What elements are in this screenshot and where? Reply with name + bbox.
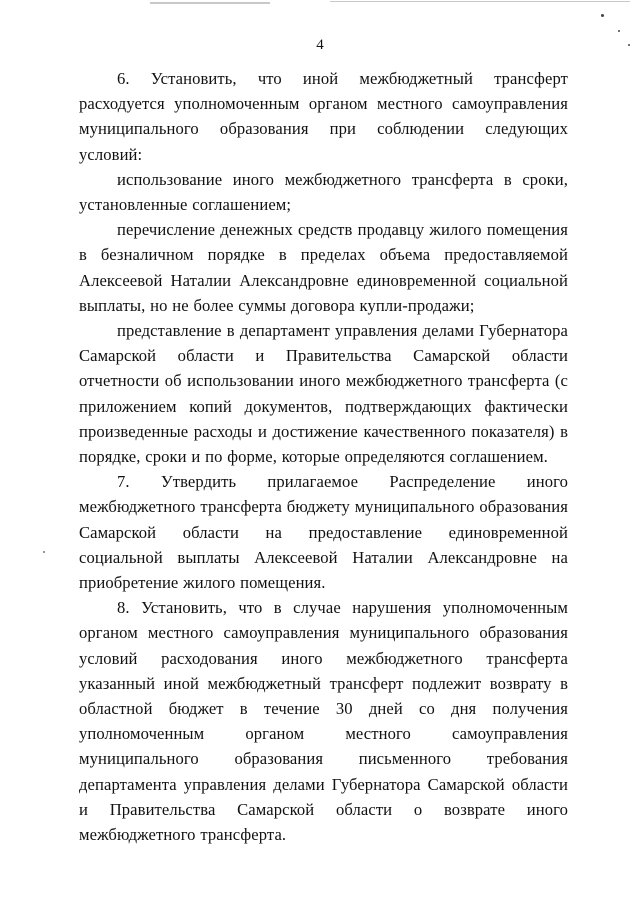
- scan-speck: [618, 30, 620, 32]
- paragraph-condition-reporting: представление в департамент управления делами Губернатора Самарской области и Правительства Самарской области отчетности об использовании иного межбюджетного трансферта (с приложением копий документов, подтверждающих фактически произведенные расходы и достижение качественного показателя) в порядке, сроки и по форме, которые определяются соглашением.: [79, 321, 568, 467]
- paragraph-6: 6. Установить, что иной межбюджетный трансферт расходуется уполномоченным органом местного самоуправления муниципального образования при соблюдении следующих условий:: [79, 69, 568, 164]
- page-number: 4: [316, 37, 324, 53]
- paragraph-condition-usage: использование иного межбюджетного трансферта в сроки, установленные соглашением;: [79, 169, 568, 215]
- scan-speck: [43, 551, 45, 553]
- scan-artifact-line: [150, 2, 270, 4]
- scan-artifact-line: [330, 1, 630, 2]
- scan-speck: [601, 14, 604, 17]
- document-body: [79, 66, 568, 847]
- paragraph-7: 7. Утвердить прилагаемое Распределение иного межбюджетного трансферта бюджету муниципального образования Самарской области на предоставление единовременной социальной выплаты Алексеевой Наталии Александровне на приобретение жилого помещения.: [79, 472, 568, 593]
- paragraph-condition-transfer: перечисление денежных средств продавцу жилого помещения в безналичном порядке в пределах объема предоставляемой Алексеевой Наталии Александровне единовременной социальной выплаты, но не более суммы договора купли-продажи;: [79, 220, 568, 315]
- paragraph-8: 8. Установить, что в случае нарушения уполномоченным органом местного самоуправления муниципального образования условий расходования иного межбюджетного трансферта указанный иной межбюджетный трансферт подлежит возврату в областной бюджет в течение 30 дней со дня получения уполномоченным органом местного самоуправления муниципального образования письменного требования департамента управления делами Губернатора Самарской области и Правительства Самарской области о возврате иного межбюджетного трансферта.: [79, 598, 568, 845]
